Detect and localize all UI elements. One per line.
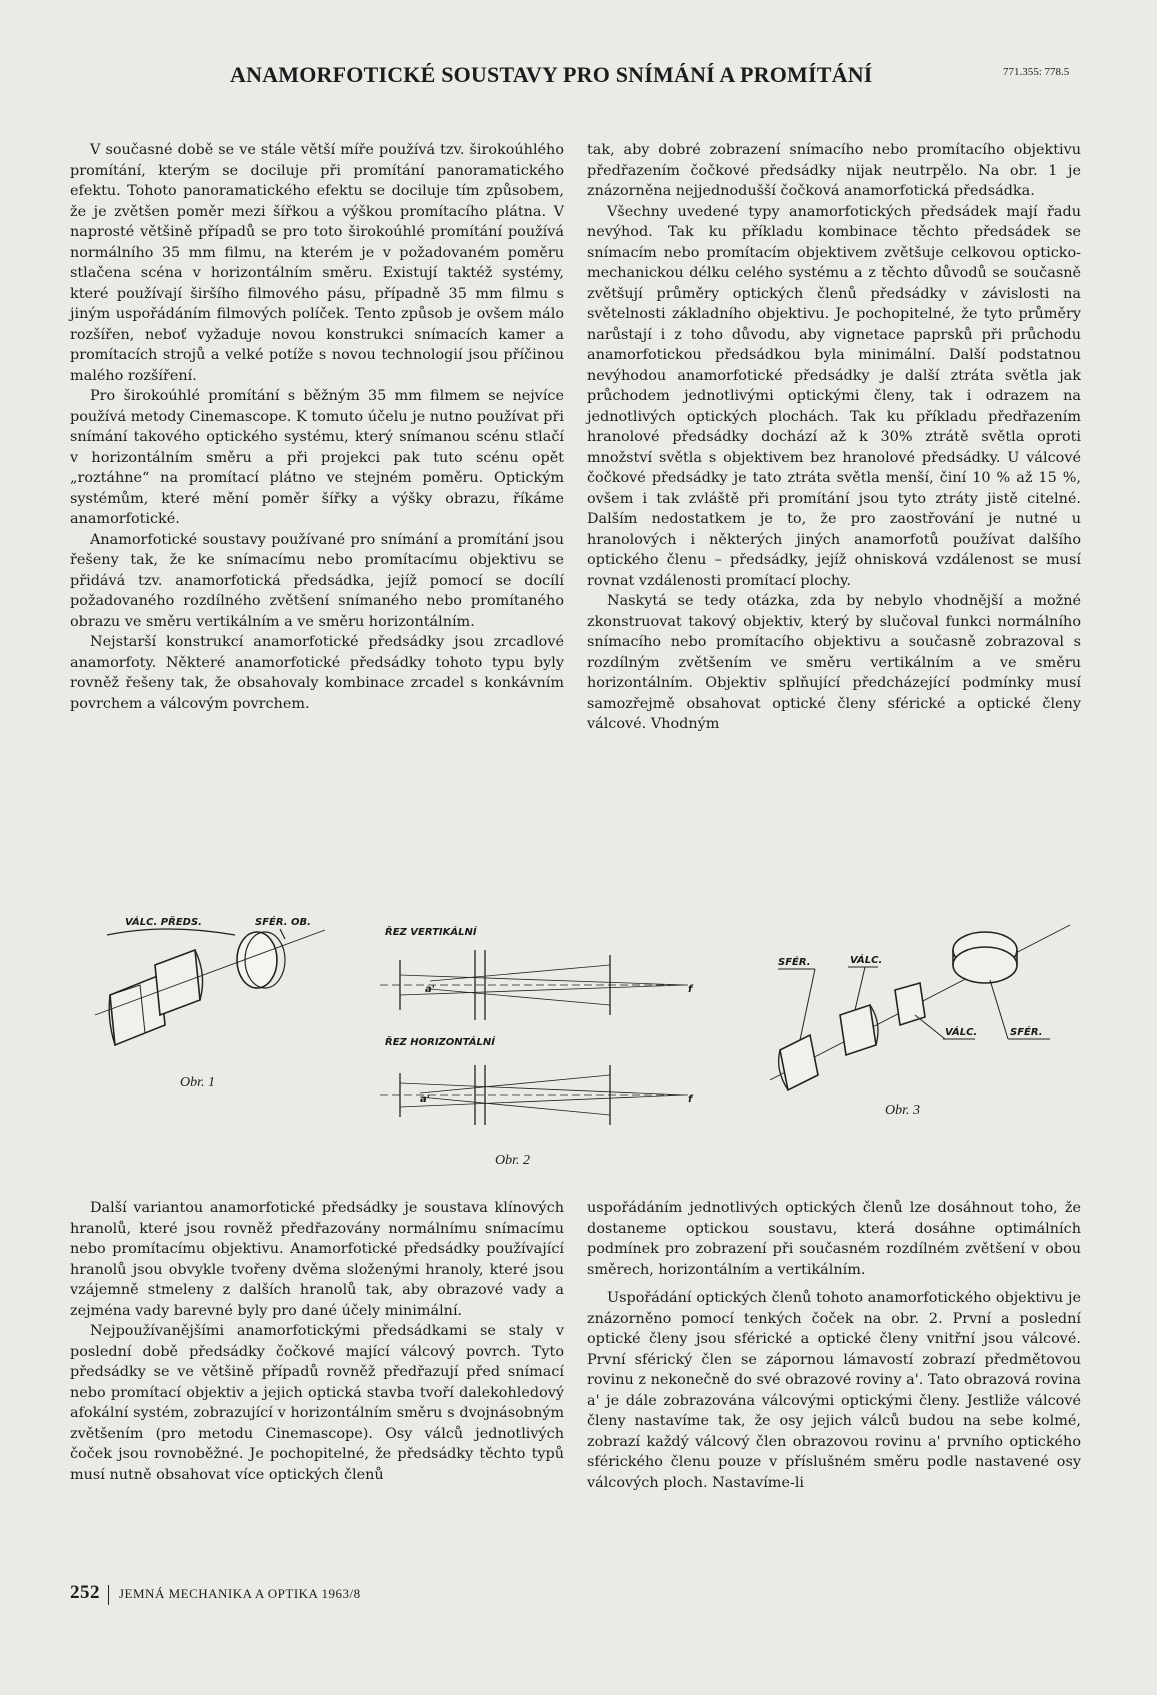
paragraph: tak, aby dobré zobrazení snímacího nebo promítacího objektivu předřazením čočkové předsádky nijak neutrpělo. Na obr. 1 je znázorněna nejjednodušší čočková anamorfotická předsádka. (587, 142, 1081, 199)
column-top-left (70, 140, 564, 714)
fig3-label-sfer1: SFÉR. (778, 957, 811, 968)
column-bottom-left (70, 1198, 564, 1485)
fig2-label-a-vert: a' (425, 984, 435, 995)
fig3-label-valc1: VÁLC. (850, 955, 883, 966)
fig2-label-horiz: ŘEZ HORIZONTÁLNÍ (385, 1037, 495, 1048)
fig2-label-f-vert: f (688, 984, 693, 995)
fig1-label-valc: VÁLC. PŘEDS. (125, 917, 202, 928)
figure-1 (95, 905, 335, 1090)
figure-2-caption: Obr. 2 (495, 1153, 531, 1168)
figure-2 (380, 905, 710, 1168)
fig2-label-vert: ŘEZ VERTIKÁLNÍ (385, 927, 477, 938)
figure-1-caption: Obr. 1 (180, 1075, 216, 1090)
page-number: 252 (70, 1582, 100, 1603)
fig3-label-sfer2: SFÉR. (1010, 1027, 1043, 1038)
udc-code: 771.355: 778.5 (1003, 66, 1070, 78)
paragraph: Uspořádání optických členů tohoto anamorfotického objektivu je znázorněno pomocí tenkých čoček na obr. 2. První a poslední optické členy jsou sférické a optické členy vnitřní jsou válcové. První sférický člen se zápornou lámavostí zobrazí předmětovou rovinu z nekonečně do své obrazové roviny a'. Tato obrazová rovina a' je dále zobrazována válcovými optickými členy. Jestliže válcové členy nastavíme tak, že osy jejich válců budou na sebe kolmé, zobrazí každý válcový člen obrazovou rovinu a' prvního optického sférického členu pouze v příslušném směru podle nastavené osy válcových ploch. Nastavíme-li (587, 1290, 1081, 1491)
fig2-label-a-horiz: a' (420, 1094, 430, 1105)
figure-3-caption: Obr. 3 (885, 1103, 921, 1118)
fig2-label-f-horiz: f (688, 1094, 693, 1105)
figure-3 (770, 905, 1090, 1118)
paragraph: Naskytá se tedy otázka, zda by nebylo vhodnější a možné zkonstruovat takový objektiv, který by slučoval funkci normálního snímacího nebo promítacího objektivu a současně zobrazoval s rozdílným zvětšením ve směru vertikálním a ve směru horizontálním. Objektiv splňující předcházející podmínky musí samozřejmě obsahovat optické členy sférické a optické členy válcové. Vhodným (587, 593, 1081, 732)
paragraph: Všechny uvedené typy anamorfotických předsádek mají řadu nevýhod. Tak ku příkladu kombinace těchto předsádek se snímacím nebo promítacím objektivem zvětšuje celkovou opticko-mechanickou délku celého systému a z těchto důvodů se současně zvětšují průměry optických členů předsádky v závislosti na světelnosti základního objektivu. Je pochopitelné, že tyto průměry narůstají i z toho důvodu, aby vignetace paprsků při průchodu anamorfotickou předsádkou byla minimální. Další podstatnou nevýhodou anamorfotické předsádky je další ztráta světla jak průchodem jednotlivými optickými členy, tak i odrazem na jednotlivých optických plochách. Tak ku příkladu předřazením hranolové předsádky dochází až k 30% ztrátě světla oproti množství světla s objektivem bez hranolové předsádky. U válcové čočkové předsádky je tato ztráta světla menší, činí 10 % až 15 %, ovšem i tak zvláště při promítání jsou tyto ztráty jistě citelné. Dalším nedostatkem je to, že pro zaostřování je nutné u hranolových i některých jiných anamorfotů používat dalšího optického členu – předsádky, jejíž ohnisková vzdálenost se musí rovnat vzdálenosti promítací plochy. (587, 203, 1081, 589)
fig3-label-valc2: VÁLC. (945, 1027, 978, 1038)
figure-1-drawing (95, 905, 335, 1075)
figure-3-drawing (770, 905, 1090, 1105)
column-bottom-right (587, 1198, 1081, 1493)
paragraph: V současné době se ve stále větší míře používá tzv. širokoúhlého promítání, kterým se dociluje při promítání panoramatického efektu. Tohoto panoramatického efektu se dociluje tím způsobem, že je zvětšen poměr mezi šířkou a výškou promítacího plátna. V naprosté většině případů se pro toto širokoúhlé promítání používá normálního 35 mm filmu, na kterém je v požadovaném poměru stlačena scéna v horizontálním směru. Existují taktéž systémy, které používají širšího filmového pásu, případně 35 mm filmu s jiným uspořádáním filmových políček. Tento způsob je ovšem málo rozšířen, neboť vyžaduje novou konstrukci snímacích kamer a promítacích strojů a velké potíže s novou technologií jsou příčinou malého rozšíření. (70, 142, 564, 384)
page-footer (70, 1582, 361, 1605)
journal-name: JEMNÁ MECHANIKA A OPTIKA 1963/8 (119, 1586, 361, 1601)
article-title: ANAMORFOTICKÉ SOUSTAVY PRO SNÍMÁNÍ A PROMÍTÁNÍ (230, 62, 873, 87)
paragraph: Nejpoužívanějšími anamorfotickými předsádkami se staly v poslední době předsádky čočkové mající válcový povrch. Tyto předsádky se ve většině případů rovněž předřazují před snímací nebo promítací objektiv a jejich optická stavba tvoří dalekohledový afokální systém, zobrazující v horizontálním směru s dvojnásobným zvětšením (pro metodu Cinemascope). Osy válců jednotlivých čoček jsou rovnoběžné. Je pochopitelné, že předsádky těchto typů musí nutně obsahovat více optických členů (70, 1323, 564, 1483)
footer-divider (108, 1585, 109, 1605)
figure-2-drawing (380, 905, 710, 1115)
paragraph: Další variantou anamorfotické předsádky je soustava klínových hranolů, které jsou rovněž předřazovány normálnímu snímacímu nebo promítacímu objektivu. Anamorfotické předsádky používající hranolů jsou obvykle tvořeny dvěma složenými hranoly, které jsou vzájemně stmeleny z dalších hranolů tak, aby obrazové vady a zejména vady barevné byly pro dané účely minimální. (70, 1200, 564, 1319)
column-top-right (587, 140, 1081, 735)
fig1-label-sfer: SFÉR. OB. (255, 917, 311, 928)
paragraph: Pro širokoúhlé promítání s běžným 35 mm filmem se nejvíce používá metody Cinemascope. K tomuto účelu je nutno používat při snímání takového optického systému, který snímanou scénu stlačí v horizontálním směru a při projekci pak tuto scénu opět „roztáhne“ na promítací plátno ve stejném poměru. Optickým systémům, které mění poměr šířky a výšky obrazu, říkáme anamorfotické. (70, 388, 564, 527)
paragraph: Anamorfotické soustavy používané pro snímání a promítání jsou řešeny tak, že ke snímacímu nebo promítacímu objektivu se přidává tzv. anamorfotická předsádka, jejíž pomocí se docílí požadovaného rozdílného zvětšení snímaného nebo promítaného obrazu ve směru vertikálním a ve směru horizontálním. (70, 531, 564, 630)
paragraph: uspořádáním jednotlivých optických členů lze dosáhnout toho, že dostaneme optickou soustavu, která dosáhne optimálních podmínek pro zobrazení při současném rozdílném zvětšení v obou směrech, horizontálním a vertikálním. (587, 1200, 1081, 1278)
paragraph: Nejstarší konstrukcí anamorfotické předsádky jsou zrcadlové anamorfoty. Některé anamorfotické předsádky tohoto typu byly rovněž řešeny tak, že obsahovaly kombinace zrcadel s konkávním povrchem a válcovým povrchem. (70, 634, 564, 712)
